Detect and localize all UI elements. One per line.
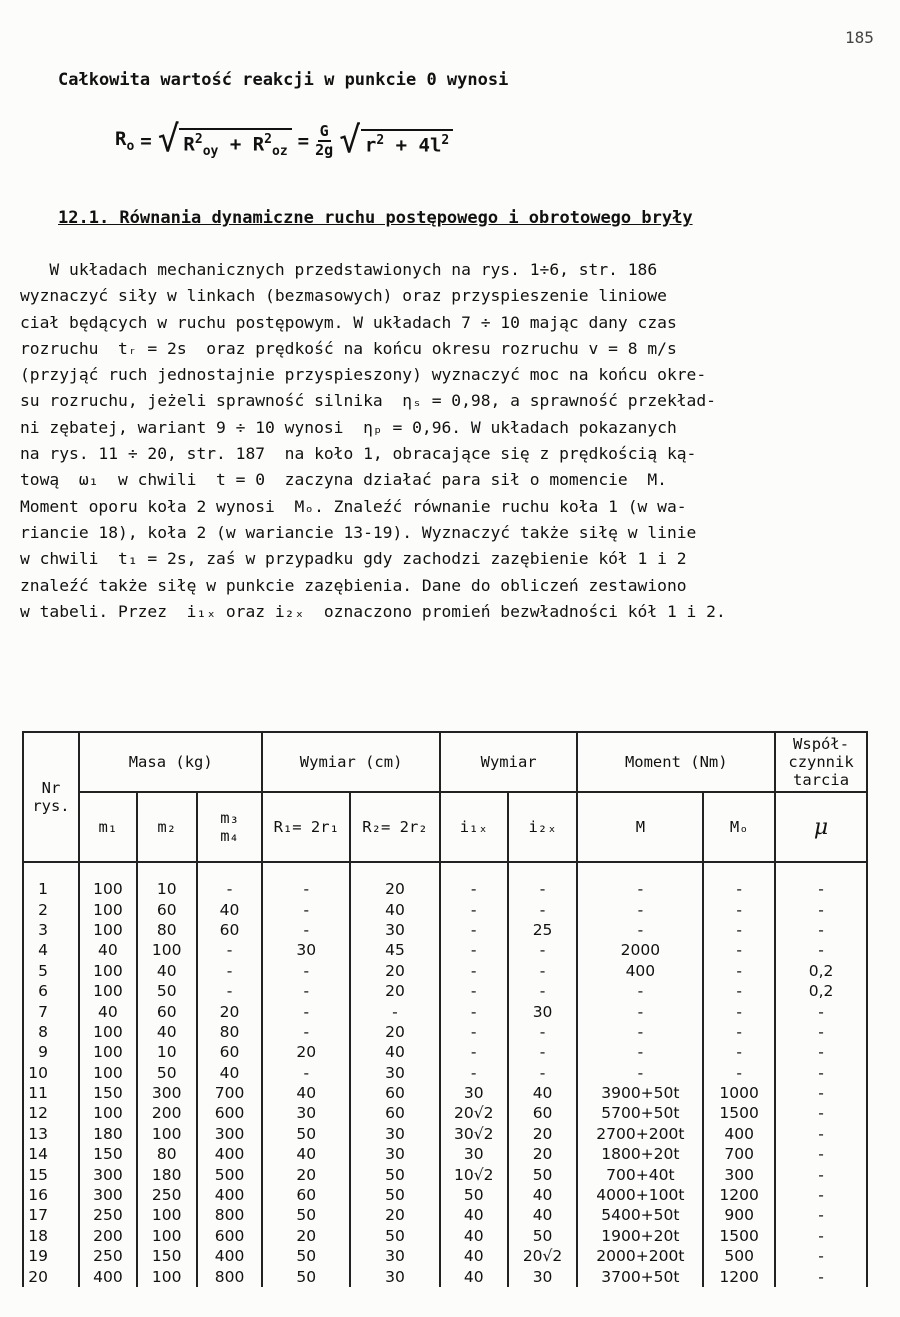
header-r1: R₁= 2r₁	[262, 792, 350, 862]
cell-mu: -	[775, 1083, 867, 1103]
cell-m1: 250	[79, 1246, 137, 1266]
paragraph-line: Moment oporu koła 2 wynosi Mₒ. Znaleźć równanie ruchu koła 1 (w wa-	[20, 496, 687, 516]
cell-mu: -	[775, 1185, 867, 1205]
cell-mu: -	[775, 1205, 867, 1225]
cell-mu: -	[775, 1226, 867, 1246]
cell-m1: 100	[79, 1022, 137, 1042]
cell-mo: 1500	[703, 1103, 775, 1123]
cell-nr: 2	[23, 899, 79, 919]
paragraph-line: na rys. 11 ÷ 20, str. 187 na koło 1, obracające się z prędkością ką-	[20, 444, 697, 464]
cell-r1: 40	[262, 1083, 350, 1103]
cell-i1x: -	[440, 981, 508, 1001]
cell-i1x: 40	[440, 1246, 508, 1266]
cell-m1: 150	[79, 1144, 137, 1164]
cell-i2x: 40	[508, 1205, 578, 1225]
cell-m1: 250	[79, 1205, 137, 1225]
header-m: M	[577, 792, 703, 862]
cell-moment: 1900+20t	[577, 1226, 703, 1246]
cell-mu: -	[775, 1164, 867, 1184]
cell-nr: 15	[23, 1164, 79, 1184]
cell-m2: 60	[137, 1001, 197, 1021]
cell-mu: -	[775, 1266, 867, 1286]
cell-m3: 800	[197, 1205, 263, 1225]
cell-mo: -	[703, 940, 775, 960]
cell-i1x: 20√2	[440, 1103, 508, 1123]
header-mu: μ	[775, 792, 867, 862]
paragraph-line: w tabeli. Przez i₁ₓ oraz i₂ₓ oznaczono promień bezwładności kół 1 i 2.	[20, 601, 726, 621]
cell-nr: 4	[23, 940, 79, 960]
cell-mo: -	[703, 1022, 775, 1042]
cell-m3: 800	[197, 1266, 263, 1286]
cell-r2: 20	[350, 981, 440, 1001]
cell-m1: 40	[79, 1001, 137, 1021]
table-row	[23, 1083, 867, 1103]
cell-mo: 700	[703, 1144, 775, 1164]
cell-nr: 8	[23, 1022, 79, 1042]
cell-m2: 300	[137, 1083, 197, 1103]
formula-equals: =	[140, 129, 152, 152]
paragraph-line: rozruchu tᵣ = 2s oraz prędkość na końcu okresu rozruchu v = 8 m/s	[20, 338, 677, 358]
cell-m1: 100	[79, 1103, 137, 1123]
cell-m1: 100	[79, 862, 137, 899]
paragraph-line: su rozruchu, jeżeli sprawność silnika ηₛ = 0,98, a sprawność przekład-	[20, 391, 716, 411]
cell-m2: 100	[137, 1124, 197, 1144]
cell-moment: 2700+200t	[577, 1124, 703, 1144]
cell-moment: 1800+20t	[577, 1144, 703, 1164]
cell-r1: -	[262, 899, 350, 919]
cell-m3: 700	[197, 1083, 263, 1103]
cell-mu: -	[775, 1063, 867, 1083]
cell-moment: -	[577, 862, 703, 899]
cell-nr: 10	[23, 1063, 79, 1083]
cell-nr: 5	[23, 961, 79, 981]
cell-r1: 50	[262, 1124, 350, 1144]
cell-r1: -	[262, 1063, 350, 1083]
cell-nr: 7	[23, 1001, 79, 1021]
formula-sqrt-1: √ $R^2_{oy} + R^2_{oz}$	[158, 122, 292, 159]
cell-moment: -	[577, 1063, 703, 1083]
cell-r2: 30	[350, 1246, 440, 1266]
cell-i1x: -	[440, 961, 508, 981]
cell-i1x: -	[440, 940, 508, 960]
cell-m3: -	[197, 961, 263, 981]
cell-m1: 100	[79, 899, 137, 919]
cell-mu: -	[775, 862, 867, 899]
cell-r1: -	[262, 920, 350, 940]
cell-mo: 1200	[703, 1266, 775, 1286]
cell-m3: -	[197, 862, 263, 899]
cell-mu: -	[775, 940, 867, 960]
cell-r1: 60	[262, 1185, 350, 1205]
cell-i1x: 10√2	[440, 1164, 508, 1184]
cell-m3: 500	[197, 1164, 263, 1184]
cell-nr: 9	[23, 1042, 79, 1062]
cell-moment: 3700+50t	[577, 1266, 703, 1286]
cell-nr: 6	[23, 981, 79, 1001]
cell-mo: 1200	[703, 1185, 775, 1205]
cell-nr: 20	[23, 1266, 79, 1286]
cell-m3: 300	[197, 1124, 263, 1144]
cell-moment: -	[577, 1001, 703, 1021]
paragraph-line: wyznaczyć siły w linkach (bezmasowych) oraz przyspieszenie liniowe	[20, 286, 667, 306]
cell-mu: -	[775, 920, 867, 940]
cell-moment: 400	[577, 961, 703, 981]
cell-nr: 18	[23, 1226, 79, 1246]
cell-nr: 11	[23, 1083, 79, 1103]
cell-mu: -	[775, 899, 867, 919]
cell-m2: 80	[137, 1144, 197, 1164]
cell-m3: 80	[197, 1022, 263, 1042]
cell-i1x: -	[440, 1042, 508, 1062]
cell-m3: -	[197, 981, 263, 1001]
cell-nr: 16	[23, 1185, 79, 1205]
cell-i1x: 40	[440, 1266, 508, 1286]
cell-mo: 1000	[703, 1083, 775, 1103]
cell-mu: -	[775, 1124, 867, 1144]
table-row	[23, 961, 867, 981]
cell-nr: 3	[23, 920, 79, 940]
cell-i2x: 25	[508, 920, 578, 940]
table-row	[23, 1022, 867, 1042]
cell-m2: 50	[137, 1063, 197, 1083]
cell-mo: -	[703, 981, 775, 1001]
cell-i2x: 40	[508, 1185, 578, 1205]
cell-m1: 100	[79, 981, 137, 1001]
cell-i2x: 20	[508, 1144, 578, 1164]
data-table	[22, 731, 868, 1287]
cell-i2x: -	[508, 1042, 578, 1062]
table-body	[23, 862, 867, 1287]
cell-r2: 30	[350, 1144, 440, 1164]
cell-m1: 300	[79, 1164, 137, 1184]
problem-statement	[20, 257, 880, 625]
table-row	[23, 1063, 867, 1083]
cell-nr: 14	[23, 1144, 79, 1164]
cell-r2: 20	[350, 1205, 440, 1225]
cell-i1x: 30√2	[440, 1124, 508, 1144]
paragraph-line: tową ω₁ w chwili t = 0 zaczyna działać para sił o momencie M.	[20, 470, 667, 490]
cell-mu: -	[775, 1144, 867, 1164]
cell-m3: 60	[197, 920, 263, 940]
cell-i1x: -	[440, 920, 508, 940]
cell-mo: 500	[703, 1246, 775, 1266]
table-row	[23, 1226, 867, 1246]
cell-r1: 50	[262, 1205, 350, 1225]
cell-i1x: 40	[440, 1205, 508, 1225]
cell-r2: 40	[350, 1042, 440, 1062]
cell-m2: 250	[137, 1185, 197, 1205]
header-m2: m₂	[137, 792, 197, 862]
cell-m2: 60	[137, 899, 197, 919]
cell-r2: 30	[350, 1266, 440, 1286]
cell-mu: 0,2	[775, 961, 867, 981]
cell-mu: -	[775, 1246, 867, 1266]
cell-m2: 10	[137, 1042, 197, 1062]
cell-m1: 100	[79, 961, 137, 981]
cell-m2: 100	[137, 1226, 197, 1246]
cell-moment: -	[577, 920, 703, 940]
paragraph-line: w chwili t₁ = 2s, zaś w przypadku gdy zachodzi zazębienie kół 1 i 2	[20, 549, 687, 569]
formula-sqrt-2: √ $r^2 + 4l^2$	[339, 123, 453, 159]
cell-mo: 300	[703, 1164, 775, 1184]
table-row	[23, 1103, 867, 1123]
cell-mo: -	[703, 1001, 775, 1021]
cell-m2: 40	[137, 1022, 197, 1042]
cell-i2x: 60	[508, 1103, 578, 1123]
header-i2x: i₂ₓ	[508, 792, 578, 862]
cell-mo: -	[703, 899, 775, 919]
cell-i1x: -	[440, 1001, 508, 1021]
cell-moment: 5700+50t	[577, 1103, 703, 1123]
cell-m1: 100	[79, 920, 137, 940]
cell-m3: -	[197, 940, 263, 960]
cell-r2: 60	[350, 1103, 440, 1123]
cell-i2x: 40	[508, 1083, 578, 1103]
table-row	[23, 940, 867, 960]
cell-r2: -	[350, 1001, 440, 1021]
cell-m2: 100	[137, 1205, 197, 1225]
cell-i2x: -	[508, 1022, 578, 1042]
cell-moment: 700+40t	[577, 1164, 703, 1184]
cell-i2x: 30	[508, 1266, 578, 1286]
cell-mo: -	[703, 920, 775, 940]
header-masa: Masa (kg)	[79, 732, 262, 792]
cell-mu: -	[775, 1001, 867, 1021]
cell-mo: 1500	[703, 1226, 775, 1246]
header-r2: R₂= 2r₂	[350, 792, 440, 862]
cell-m2: 50	[137, 981, 197, 1001]
cell-i2x: -	[508, 981, 578, 1001]
table-row	[23, 862, 867, 899]
paragraph-line: (przyjąć ruch jednostajnie przyspieszony) wyznaczyć moc na końcu okre-	[20, 365, 707, 385]
cell-r2: 30	[350, 1063, 440, 1083]
header-i1x: i₁ₓ	[440, 792, 508, 862]
cell-r1: -	[262, 862, 350, 899]
cell-r2: 30	[350, 1124, 440, 1144]
reaction-formula	[115, 119, 453, 161]
table-row	[23, 920, 867, 940]
formula-equals-2: =	[297, 129, 310, 152]
cell-m1: 150	[79, 1083, 137, 1103]
cell-m1: 40	[79, 940, 137, 960]
cell-r2: 60	[350, 1083, 440, 1103]
cell-nr: 19	[23, 1246, 79, 1266]
cell-i1x: -	[440, 1063, 508, 1083]
formula-fraction: $\frac{G}{2g}$	[315, 121, 334, 159]
header-moment: Moment (Nm)	[577, 732, 775, 792]
cell-m1: 100	[79, 1063, 137, 1083]
cell-mo: -	[703, 862, 775, 899]
cell-r1: 30	[262, 940, 350, 960]
cell-moment: 2000	[577, 940, 703, 960]
cell-m1: 300	[79, 1185, 137, 1205]
cell-m3: 400	[197, 1144, 263, 1164]
table-row	[23, 1185, 867, 1205]
table-row	[23, 981, 867, 1001]
cell-mo: -	[703, 1063, 775, 1083]
paragraph-line: znaleźć także siłę w punkcie zazębienia. Dane do obliczeń zestawiono	[20, 575, 687, 595]
cell-m3: 400	[197, 1185, 263, 1205]
table-row	[23, 1124, 867, 1144]
cell-r1: 20	[262, 1226, 350, 1246]
cell-r1: 20	[262, 1164, 350, 1184]
cell-r1: 50	[262, 1246, 350, 1266]
cell-m1: 400	[79, 1266, 137, 1286]
cell-nr: 13	[23, 1124, 79, 1144]
intro-text: Całkowita wartość reakcji w punkcie 0 wynosi	[58, 70, 509, 90]
header-wspolczynnik: Współ- czynnik tarcia	[775, 732, 867, 792]
cell-mo: -	[703, 961, 775, 981]
cell-m2: 80	[137, 920, 197, 940]
cell-i1x: 50	[440, 1185, 508, 1205]
cell-i2x: 20	[508, 1124, 578, 1144]
cell-m2: 40	[137, 961, 197, 981]
cell-i1x: 40	[440, 1226, 508, 1246]
cell-r1: -	[262, 1022, 350, 1042]
page-number: 185	[845, 28, 874, 47]
cell-m2: 100	[137, 940, 197, 960]
cell-mo: 900	[703, 1205, 775, 1225]
cell-moment: -	[577, 899, 703, 919]
paragraph-line: ciał będących w ruchu postępowym. W układach 7 ÷ 10 mając dany czas	[20, 312, 677, 332]
cell-mu: -	[775, 1042, 867, 1062]
cell-r2: 20	[350, 961, 440, 981]
cell-m3: 600	[197, 1103, 263, 1123]
cell-m1: 180	[79, 1124, 137, 1144]
header-wymiar-cm: Wymiar (cm)	[262, 732, 439, 792]
cell-r1: 20	[262, 1042, 350, 1062]
cell-m3: 60	[197, 1042, 263, 1062]
cell-i2x: 50	[508, 1226, 578, 1246]
cell-r1: 50	[262, 1266, 350, 1286]
cell-i2x: -	[508, 961, 578, 981]
cell-nr: 12	[23, 1103, 79, 1123]
cell-i1x: 30	[440, 1083, 508, 1103]
cell-i2x: -	[508, 1063, 578, 1083]
cell-i1x: 30	[440, 1144, 508, 1164]
cell-mo: -	[703, 1042, 775, 1062]
paragraph-line: ni zębatej, wariant 9 ÷ 10 wynosi ηₚ = 0,96. W układach pokazanych	[20, 417, 677, 437]
cell-moment: -	[577, 981, 703, 1001]
table-row	[23, 1205, 867, 1225]
cell-mu: -	[775, 1022, 867, 1042]
cell-i2x: 50	[508, 1164, 578, 1184]
cell-m3: 400	[197, 1246, 263, 1266]
cell-r2: 50	[350, 1226, 440, 1246]
header-mo: Mₒ	[703, 792, 775, 862]
cell-r2: 30	[350, 920, 440, 940]
cell-m2: 200	[137, 1103, 197, 1123]
table-row	[23, 899, 867, 919]
cell-r1: -	[262, 981, 350, 1001]
cell-i2x: -	[508, 940, 578, 960]
cell-nr: 17	[23, 1205, 79, 1225]
cell-m1: 200	[79, 1226, 137, 1246]
cell-r1: 30	[262, 1103, 350, 1123]
cell-i2x: -	[508, 862, 578, 899]
header-nr: Nr rys.	[23, 732, 79, 862]
cell-i1x: -	[440, 1022, 508, 1042]
cell-r1: 40	[262, 1144, 350, 1164]
cell-moment: 2000+200t	[577, 1246, 703, 1266]
cell-m3: 600	[197, 1226, 263, 1246]
section-title: 12.1. Równania dynamiczne ruchu postępowego i obrotowego bryły	[58, 208, 693, 228]
table-row	[23, 1042, 867, 1062]
cell-moment: 5400+50t	[577, 1205, 703, 1225]
cell-moment: -	[577, 1022, 703, 1042]
cell-m3: 20	[197, 1001, 263, 1021]
cell-r1: -	[262, 1001, 350, 1021]
cell-mu: 0,2	[775, 981, 867, 1001]
cell-i1x: -	[440, 862, 508, 899]
cell-r2: 20	[350, 1022, 440, 1042]
cell-mo: 400	[703, 1124, 775, 1144]
cell-i2x: 30	[508, 1001, 578, 1021]
cell-r1: -	[262, 961, 350, 981]
cell-i2x: 20√2	[508, 1246, 578, 1266]
header-wymiar: Wymiar	[440, 732, 578, 792]
cell-moment: 3900+50t	[577, 1083, 703, 1103]
cell-nr: 1	[23, 862, 79, 899]
cell-m2: 10	[137, 862, 197, 899]
cell-moment: 4000+100t	[577, 1185, 703, 1205]
paragraph-line: riancie 18), koła 2 (w wariancie 13-19). Wyznaczyć także siłę w linie	[20, 522, 697, 542]
cell-r2: 20	[350, 862, 440, 899]
cell-m3: 40	[197, 1063, 263, 1083]
cell-r2: 40	[350, 899, 440, 919]
table-row	[23, 1246, 867, 1266]
cell-m2: 150	[137, 1246, 197, 1266]
header-m3-m4: m₃ m₄	[197, 792, 263, 862]
cell-i1x: -	[440, 899, 508, 919]
cell-m2: 180	[137, 1164, 197, 1184]
cell-moment: -	[577, 1042, 703, 1062]
cell-m1: 100	[79, 1042, 137, 1062]
table-row	[23, 1164, 867, 1184]
table-row	[23, 1144, 867, 1164]
cell-mu: -	[775, 1103, 867, 1123]
table-row	[23, 1266, 867, 1286]
cell-r2: 50	[350, 1164, 440, 1184]
cell-r2: 45	[350, 940, 440, 960]
table-row	[23, 1001, 867, 1021]
cell-m2: 100	[137, 1266, 197, 1286]
cell-r2: 50	[350, 1185, 440, 1205]
header-m1: m₁	[79, 792, 137, 862]
paragraph-line: W układach mechanicznych przedstawionych na rys. 1÷6, str. 186	[20, 260, 658, 279]
formula-lhs: $R_o$	[115, 127, 135, 154]
cell-i2x: -	[508, 899, 578, 919]
cell-m3: 40	[197, 899, 263, 919]
